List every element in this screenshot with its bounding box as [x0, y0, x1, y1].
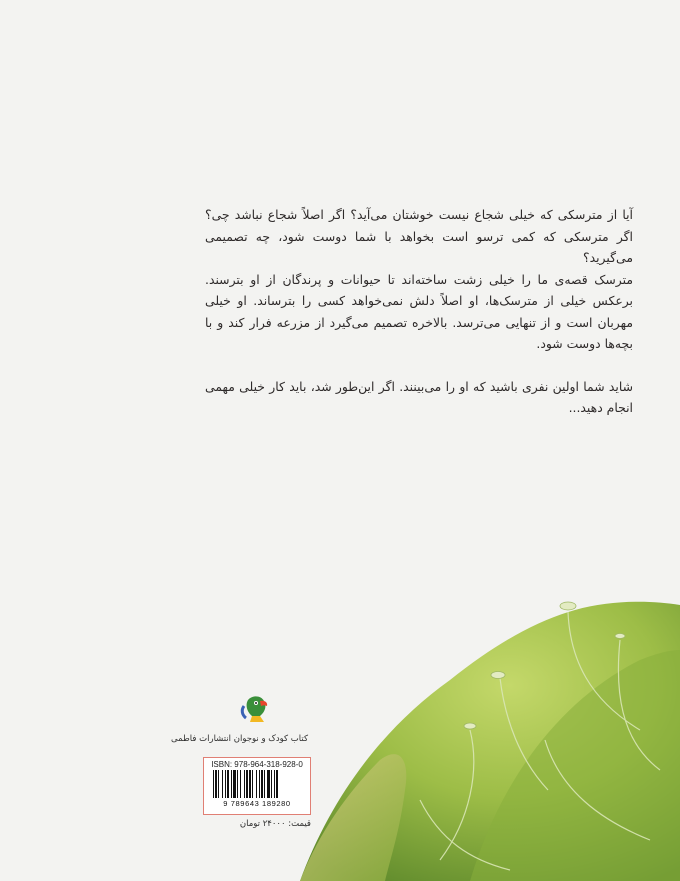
- publisher-name: کتاب کودک و نوجوان انتشارات فاطمی: [170, 734, 308, 744]
- barcode-icon: [211, 770, 303, 800]
- publisher-block: [170, 692, 308, 744]
- blurb-paragraph-1: آیا از مترسکی که خیلی شجاع نیست خوشتان می‌آید؟ اگر اصلاً شجاع نباشد چی؟ اگر مترسکی که کمی ترسو است بخواهد با شما دوست شود، چه تصمیمی می‌گیرید؟: [205, 207, 633, 265]
- blurb-paragraph-3: شاید شما اولین نفری باشید که او را می‌بینند. اگر این‌طور شد، باید کار خیلی مهمی انجام دهید...: [205, 378, 633, 415]
- price-label: قیمت: ۲۴۰۰۰ تومان: [239, 819, 311, 829]
- parrot-logo-icon: [234, 692, 280, 732]
- isbn-label: ISBN: 978-964-318-928-0: [211, 760, 303, 769]
- blurb-paragraph-2: مترسک قصه‌ی ما را خیلی زشت ساخته‌اند تا حیوانات و پرندگان از او بترسند. برعکس خیلی از مترسک‌ها، او اصلاً دلش نمی‌خواهد کسی را بترساند. او خیلی مهربان است و از تنهایی می‌ترسد. بالاخره تصمیم می‌گیرد از مزرعه فرار کند و با بچه‌ها دوست شود.: [205, 271, 633, 351]
- barcode-digits: 9 789643 189280: [223, 799, 291, 808]
- isbn-barcode-box: [203, 757, 311, 815]
